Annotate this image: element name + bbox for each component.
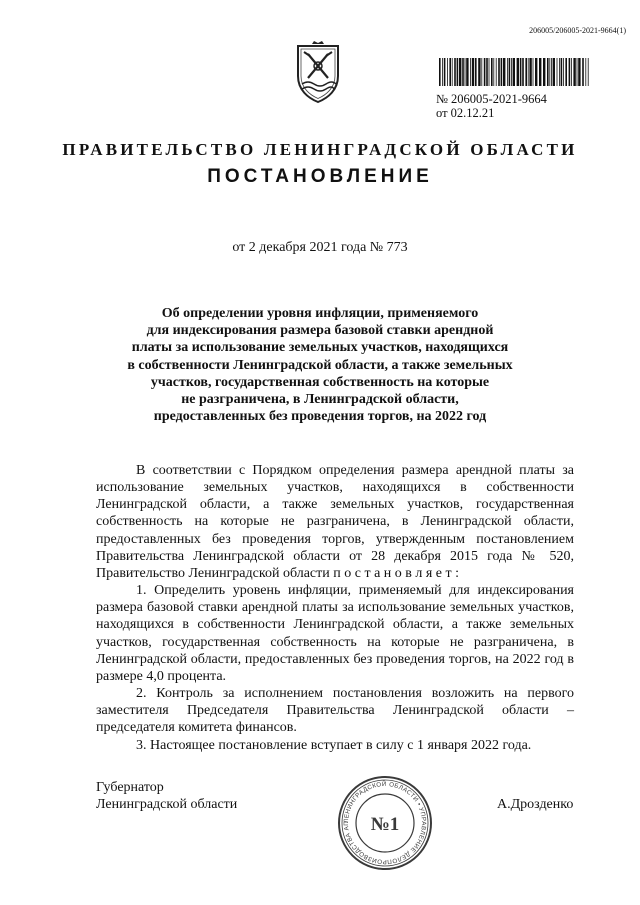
body-paragraph-3: 3. Настоящее постановление вступает в силу с 1 января 2022 года. bbox=[136, 737, 532, 753]
svg-text:ЛЕНИНГРАДСКОЙ ОБЛАСТИ • УПРАВЛ: ЛЕНИНГРАДСКОЙ ОБЛАСТИ • УПРАВЛЕНИЕ ДЕЛОПРОИЗВОДСТВА АП bbox=[342, 780, 428, 866]
title-line: Об определении уровня инфляции, применяемого bbox=[161, 306, 479, 321]
document-date: от 2 декабря 2021 года № 773 bbox=[232, 240, 408, 255]
signer-position-line2: Ленинградской области bbox=[96, 797, 238, 812]
signer-name: А.Дрозденко bbox=[497, 797, 574, 812]
body-paragraph-1: 1. Определить уровень инфляции, применяемый для индексирования размера базовой ставки арендной платы за использование земельных участков, находящихся в собственности Ленинградской области, а также земельных участков, государственная собственность на которые не разграничена, в Ленинградской области, предоставленных без проведения торгов, на 2022 год в размере 4,0 процента. bbox=[96, 583, 574, 684]
document-title bbox=[80, 305, 560, 425]
registration-top-code: 206005/206005-2021-9664(1) bbox=[529, 26, 626, 35]
title-line: предоставленных без проведения торгов, на 2022 год bbox=[153, 409, 487, 425]
signer-position bbox=[96, 779, 237, 813]
document-type: ПОСТАНОВЛЕНИЕ bbox=[207, 166, 433, 187]
title-line: для индексирования размера базовой ставки арендной bbox=[146, 323, 494, 339]
title-line: платы за использование земельных участков, находящихся bbox=[131, 340, 509, 356]
official-stamp-icon bbox=[336, 774, 434, 872]
title-line: не разграничена, в Ленинградской области, bbox=[181, 392, 459, 408]
body-paragraph-2: 2. Контроль за исполнением постановления возложить на первого заместителя Председателя Правительства Ленинградской области – председателя комитета финансов. bbox=[96, 686, 574, 736]
svg-text:№1: №1 bbox=[370, 814, 400, 835]
coat-of-arms-icon bbox=[294, 40, 342, 104]
signer-position-line1: Губернатор bbox=[96, 780, 164, 795]
registration-date: от 02.12.21 bbox=[436, 106, 495, 120]
title-line: участков, государственная собственность на которые bbox=[150, 374, 490, 390]
government-name: ПРАВИТЕЛЬСТВО ЛЕНИНГРАДСКОЙ ОБЛАСТИ bbox=[62, 140, 578, 159]
registration-number: № 206005-2021-9664 bbox=[436, 92, 547, 106]
barcode-icon bbox=[437, 58, 593, 86]
document-body bbox=[96, 462, 574, 754]
body-paragraph-preamble: В соответствии с Порядком определения размера арендной платы за использование земельных участков, находящихся в собственности Ленинградской области, а также земельных участков, государственная собственность на которые не разграничена, в Ленинградской области, предоставленных без проведения торгов, утвержденным постановлением Правительства Ленинградской области от 28 декабря 2015 года № 520, Правительство Ленинградской области п о с т а н о в л я е т : bbox=[96, 463, 574, 581]
title-line: в собственности Ленинградской области, а также земельных bbox=[127, 357, 513, 373]
